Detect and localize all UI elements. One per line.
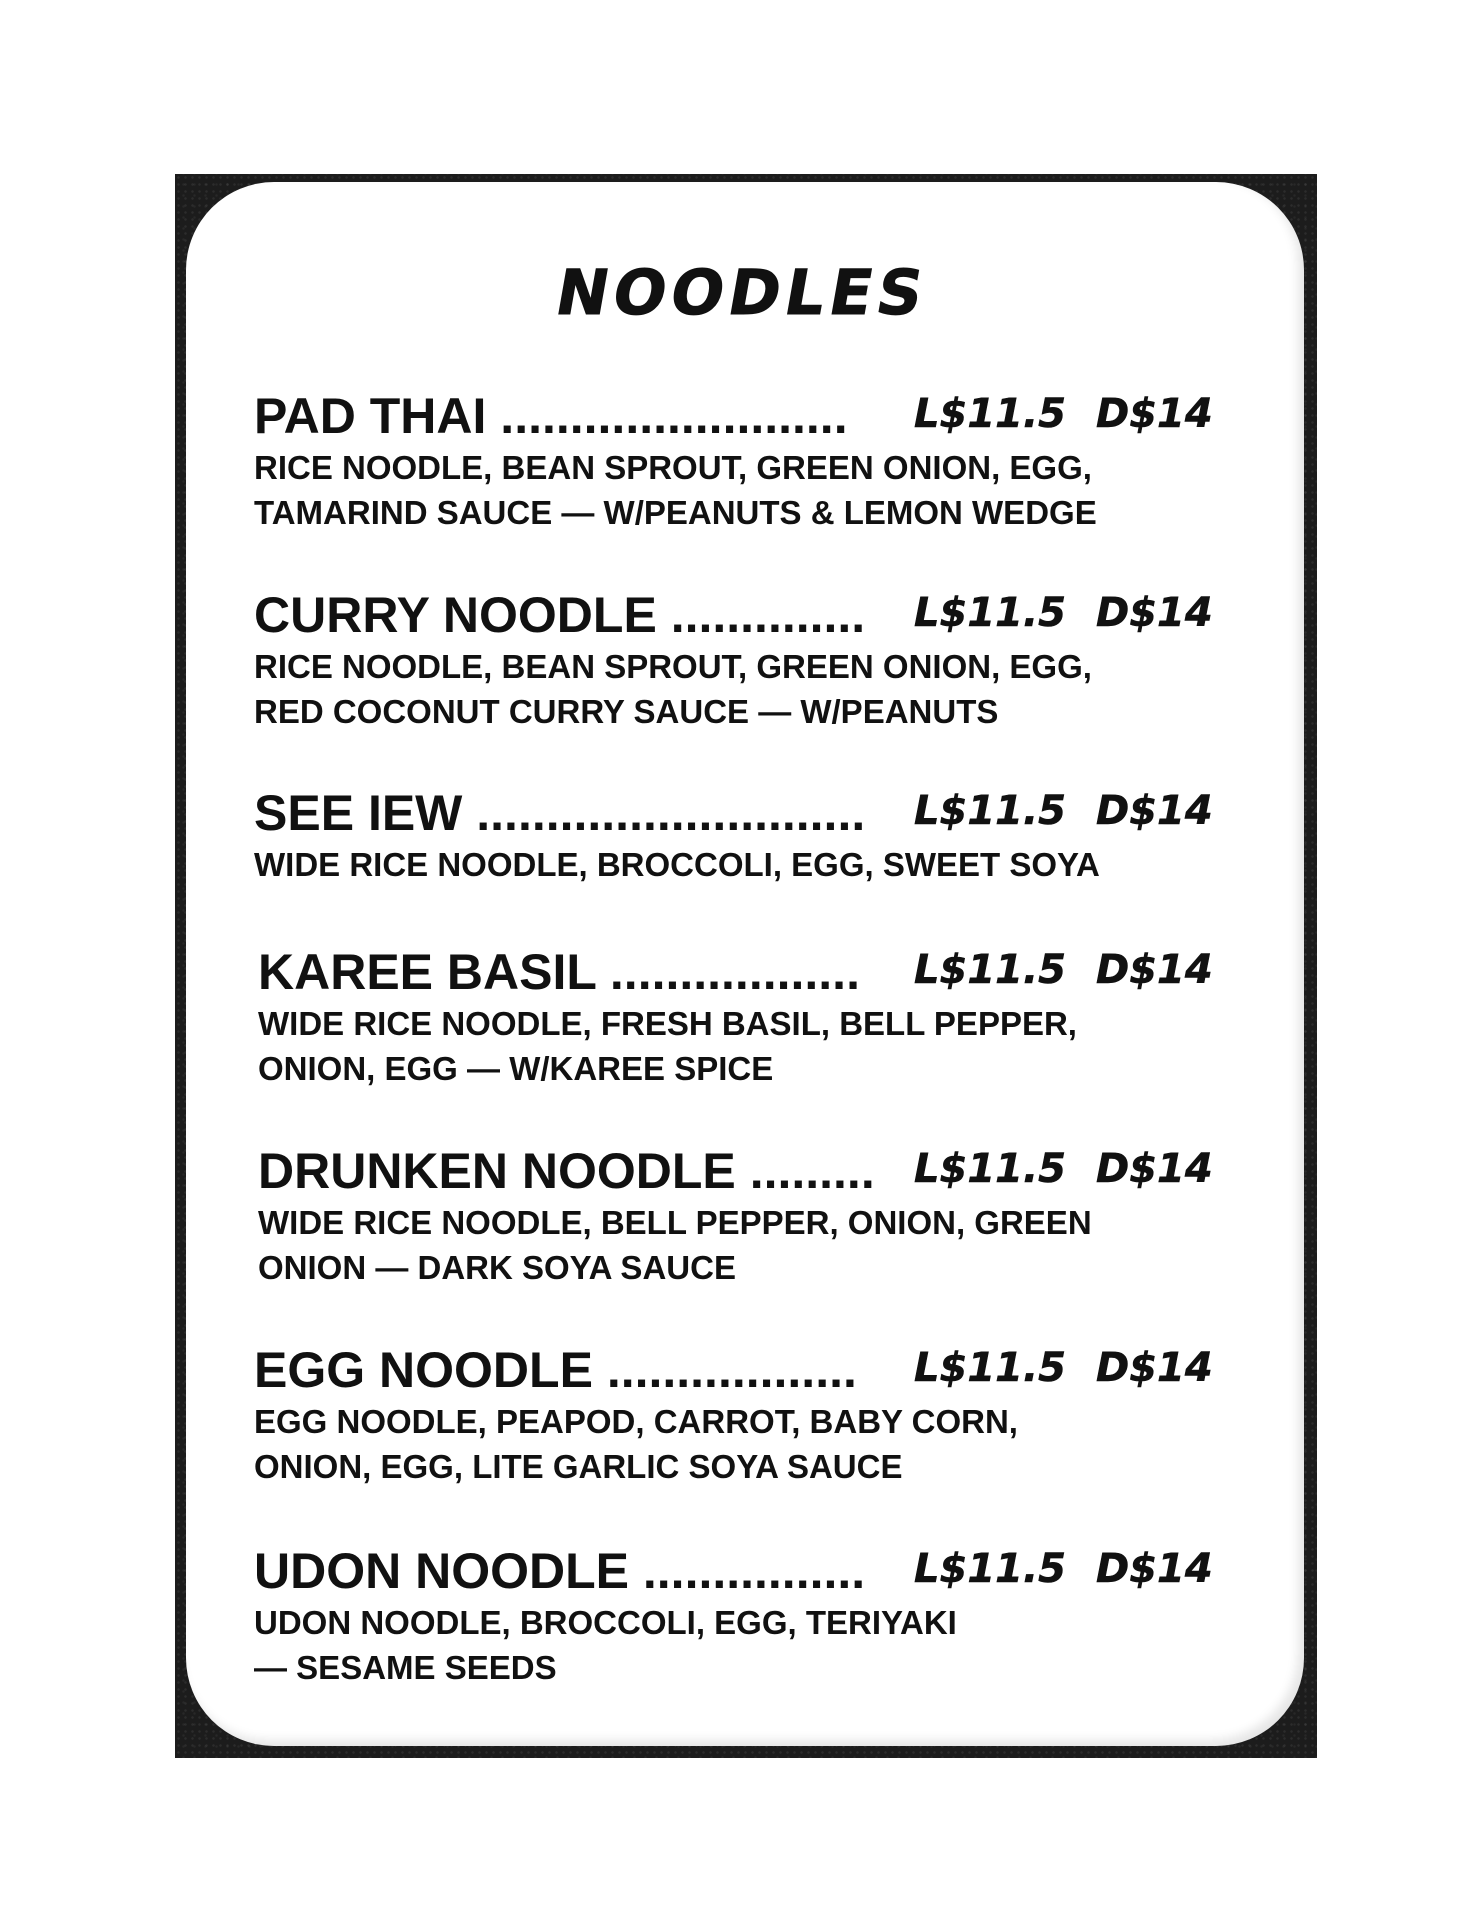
dot-leader: ............................ (462, 785, 866, 841)
lunch-price: L$11.5 (914, 1345, 1067, 1391)
dinner-price: D$14 (1096, 1146, 1213, 1192)
menu-item-header (258, 1143, 1218, 1199)
menu-item-drunken-noodle (258, 1143, 1218, 1289)
menu-item-name: PAD THAI ......................... (254, 388, 848, 444)
menu-item-header (254, 587, 1214, 643)
dot-leader: .................. (596, 944, 860, 1000)
menu-item-description-line: RED COCONUT CURRY SAUCE — W/PEANUTS (254, 693, 999, 730)
menu-item-name: EGG NOODLE .................. (254, 1342, 857, 1398)
dinner-price: D$14 (1096, 1345, 1213, 1391)
menu-item-curry-noodle (254, 587, 1214, 733)
menu-item-description-line: WIDE RICE NOODLE, BELL PEPPER, ONION, GREEN (258, 1204, 1092, 1241)
menu-item-header (254, 1342, 1214, 1398)
dinner-price: D$14 (1096, 788, 1213, 834)
dot-leader: ......................... (486, 388, 848, 444)
menu-item-name: KAREE BASIL .................. (258, 944, 860, 1000)
lunch-price: L$11.5 (914, 1146, 1067, 1192)
menu-item-description-line: ONION — DARK SOYA SAUCE (258, 1249, 736, 1286)
menu-item-description-line: WIDE RICE NOODLE, BROCCOLI, EGG, SWEET SOYA (254, 846, 1100, 883)
dot-leader: ................ (629, 1543, 866, 1599)
menu-item-description-line: RICE NOODLE, BEAN SPROUT, GREEN ONION, EGG, (254, 449, 1092, 486)
menu-item-header (258, 944, 1218, 1000)
menu-item-udon-noodle (254, 1543, 1214, 1689)
menu-item-name: CURRY NOODLE .............. (254, 587, 866, 643)
dinner-price: D$14 (1096, 947, 1213, 993)
menu-item-description-line: — SESAME SEEDS (254, 1649, 557, 1686)
menu-item-description-line: WIDE RICE NOODLE, FRESH BASIL, BELL PEPPER, (258, 1005, 1077, 1042)
menu-title: NOODLES (550, 256, 934, 329)
menu-item-karee-basil (258, 944, 1218, 1090)
dot-leader: ......... (735, 1143, 875, 1199)
menu-item-see-iew (254, 785, 1214, 886)
menu-item-description-line: UDON NOODLE, BROCCOLI, EGG, TERIYAKI (254, 1604, 957, 1641)
lunch-price: L$11.5 (914, 1546, 1067, 1592)
menu-item-name: UDON NOODLE ................ (254, 1543, 866, 1599)
menu-item-description-line: TAMARIND SAUCE — W/PEANUTS & LEMON WEDGE (254, 494, 1097, 531)
lunch-price: L$11.5 (914, 590, 1067, 636)
menu-item-egg-noodle (254, 1342, 1214, 1488)
dinner-price: D$14 (1096, 1546, 1213, 1592)
dinner-price: D$14 (1096, 391, 1213, 437)
dot-leader: .................. (592, 1342, 857, 1398)
menu-item-description-line: ONION, EGG — W/KAREE SPICE (258, 1050, 774, 1087)
menu-item-description-line: RICE NOODLE, BEAN SPROUT, GREEN ONION, EGG, (254, 648, 1092, 685)
dinner-price: D$14 (1096, 590, 1213, 636)
dot-leader: .............. (656, 587, 866, 643)
menu-item-pad-thai (254, 388, 1214, 534)
menu-item-name: DRUNKEN NOODLE ......... (258, 1143, 875, 1199)
menu-item-description-line: ONION, EGG, LITE GARLIC SOYA SAUCE (254, 1448, 903, 1485)
lunch-price: L$11.5 (914, 947, 1067, 993)
menu-item-header (254, 388, 1214, 444)
menu-item-header (254, 1543, 1214, 1599)
menu-item-name: SEE IEW ............................ (254, 785, 866, 841)
menu-item-header (254, 785, 1214, 841)
lunch-price: L$11.5 (914, 788, 1067, 834)
lunch-price: L$11.5 (914, 391, 1067, 437)
menu-item-description-line: EGG NOODLE, PEAPOD, CARROT, BABY CORN, (254, 1403, 1018, 1440)
